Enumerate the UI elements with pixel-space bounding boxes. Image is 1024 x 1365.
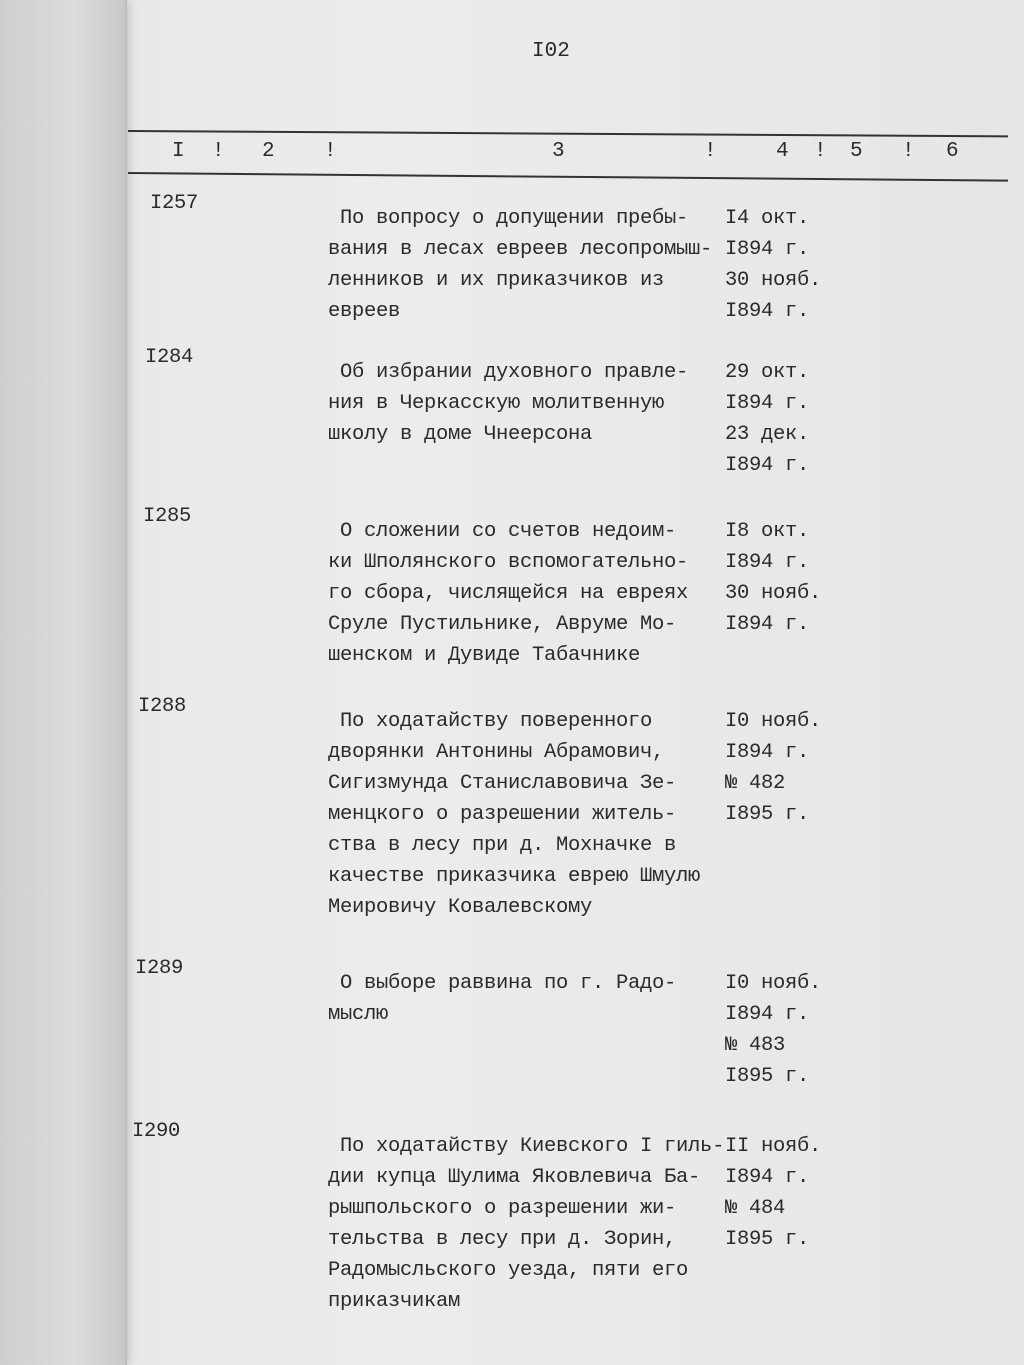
column-separator: ! [814, 140, 827, 163]
description-line: тельства в лесу при д. Зорин, [328, 1228, 677, 1251]
description-line: ства в лесу при д. Мохначке в [328, 834, 677, 857]
description-line: ки Шполянского вспомогательно- [328, 551, 689, 574]
description-line: Меировичу Ковалевскому [328, 896, 593, 919]
date-line: I894 г. [725, 1003, 810, 1026]
column-separator: ! [324, 140, 337, 163]
column-1-label: I [172, 140, 185, 163]
column-3-label: 3 [552, 140, 565, 163]
date-line: I894 г. [725, 741, 810, 764]
description-line: мыслю [328, 1003, 389, 1026]
date-line: I894 г. [725, 238, 810, 261]
description-line: евреев [328, 300, 401, 323]
date-line: I894 г. [725, 454, 810, 477]
description-line: качестве приказчика еврею Шмулю [328, 865, 701, 888]
date-line: I0 нояб. [725, 710, 822, 733]
column-4-label: 4 [776, 140, 789, 163]
entry-number: I290 [132, 1120, 181, 1143]
table-column-header [0, 140, 1024, 170]
entry-number: I257 [150, 192, 199, 215]
description-line: О выборе раввина по г. Радо- [328, 972, 677, 995]
column-separator: ! [704, 140, 717, 163]
date-line: № 483 [725, 1034, 786, 1057]
date-line: I0 нояб. [725, 972, 822, 995]
date-line: I894 г. [725, 300, 810, 323]
date-line: № 484 [725, 1197, 786, 1220]
description-line: Сигизмунда Станиславовича Зе- [328, 772, 677, 795]
entry-number: I288 [138, 695, 187, 718]
date-line: 30 нояб. [725, 582, 822, 605]
column-separator: ! [212, 140, 225, 163]
description-line: вания в лесах евреев лесопромыш- [328, 238, 713, 261]
date-line: I4 окт. [725, 207, 810, 230]
description-line: По ходатайству поверенного [328, 710, 653, 733]
description-line: ленников и их приказчиков из [328, 269, 665, 292]
description-line: дии купца Шулима Яковлевича Ба- [328, 1166, 701, 1189]
column-5-label: 5 [850, 140, 863, 163]
description-line: Радомысльского уезда, пяти его [328, 1259, 689, 1282]
description-line: Сруле Пустильнике, Авруме Мо- [328, 613, 677, 636]
description-line: приказчикам [328, 1290, 461, 1313]
description-line: По вопросу о допущении пребы- [328, 207, 689, 230]
entry-number: I284 [145, 346, 194, 369]
entry-number: I285 [143, 505, 192, 528]
description-line: Об избрании духовного правле- [328, 361, 689, 384]
table-header-bottom-rule [128, 172, 1008, 182]
description-line: рышпольского о разрешении жи- [328, 1197, 677, 1220]
date-line: 30 нояб. [725, 269, 822, 292]
column-6-label: 6 [946, 140, 959, 163]
date-line: I894 г. [725, 613, 810, 636]
date-line: I895 г. [725, 1065, 810, 1088]
description-line: О сложении со счетов недоим- [328, 520, 677, 543]
description-line: По ходатайству Киевского I гиль- [328, 1135, 725, 1158]
date-line: I8 окт. [725, 520, 810, 543]
entry-number: I289 [135, 957, 184, 980]
column-separator: ! [902, 140, 915, 163]
page-number: I02 [532, 40, 570, 63]
date-line: № 482 [725, 772, 786, 795]
description-line: шенском и Дувиде Табачнике [328, 644, 641, 667]
date-line: I895 г. [725, 1228, 810, 1251]
column-2-label: 2 [262, 140, 275, 163]
date-line: I894 г. [725, 392, 810, 415]
adjacent-page-edge [0, 0, 127, 1365]
description-line: дворянки Антонины Абрамович, [328, 741, 665, 764]
description-line: го сбора, числящейся на евреях [328, 582, 689, 605]
date-line: 23 дек. [725, 423, 810, 446]
description-line: школу в доме Чнеерсона [328, 423, 593, 446]
description-line: ния в Черкасскую молитвенную [328, 392, 665, 415]
date-line: II нояб. [725, 1135, 822, 1158]
date-line: I894 г. [725, 1166, 810, 1189]
description-line: менцкого о разрешении житель- [328, 803, 677, 826]
date-line: 29 окт. [725, 361, 810, 384]
date-line: I894 г. [725, 551, 810, 574]
date-line: I895 г. [725, 803, 810, 826]
table-header-top-rule [128, 130, 1008, 137]
